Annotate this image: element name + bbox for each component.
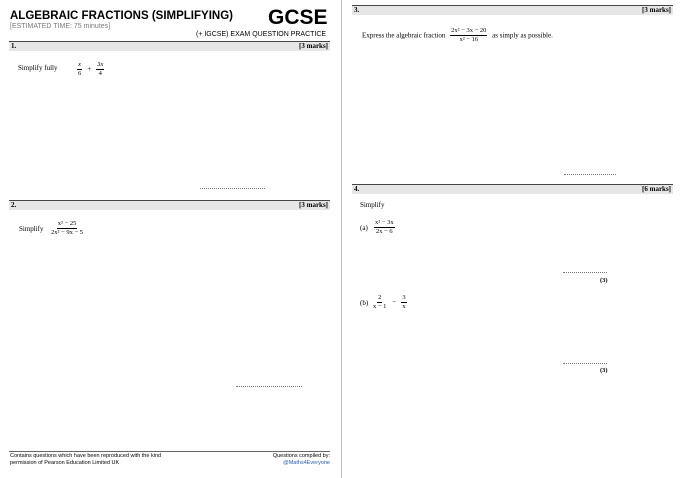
question-3-bar xyxy=(352,5,673,15)
worksheet-title: ALGEBRAIC FRACTIONS (SIMPLIFYING) xyxy=(10,10,233,22)
part-b-marks: (3) xyxy=(600,367,608,374)
question-2-expression xyxy=(50,219,84,237)
question-1-prompt: Simplify fully xyxy=(18,64,58,72)
fraction xyxy=(77,61,82,78)
footer-copyright-line-2: permission of Pearson Education Limited UK xyxy=(10,460,120,466)
question-1-expression xyxy=(77,60,104,78)
gcse-logo-text: GCSE xyxy=(268,6,328,29)
fraction xyxy=(96,61,104,78)
denominator: x − 1 xyxy=(373,302,387,310)
answer-line[interactable] xyxy=(563,272,607,273)
minus-operator: − xyxy=(392,298,397,307)
footer-author-handle[interactable]: @Maths4Everyone xyxy=(283,460,330,466)
footer-rule xyxy=(9,451,330,452)
question-2-number: 2. xyxy=(11,201,17,209)
question-1-marks: [3 marks] xyxy=(299,42,328,50)
answer-line[interactable] xyxy=(200,188,265,189)
question-2-bar xyxy=(9,200,330,210)
part-a-expression xyxy=(374,218,395,236)
answer-line[interactable] xyxy=(564,174,616,175)
question-1-bar xyxy=(9,41,330,51)
part-a-marks: (3) xyxy=(600,277,608,284)
question-3-marks: [3 marks] xyxy=(642,6,671,14)
numerator: 2 xyxy=(378,293,382,301)
numerator: x xyxy=(78,60,82,68)
estimated-time: [ESTIMATED TIME: 75 minutes] xyxy=(10,23,111,30)
footer-copyright-line-1: Contains questions which have been reproduced with the kind xyxy=(10,453,162,459)
question-3-number: 3. xyxy=(354,6,360,14)
denominator: x² − 16 xyxy=(459,36,479,43)
fraction xyxy=(372,294,387,311)
question-3-prompt-start: Express the algebraic fraction xyxy=(362,31,446,40)
question-2-prompt: Simplify xyxy=(19,225,44,233)
answer-line[interactable] xyxy=(563,363,607,364)
question-4-prompt: Simplify xyxy=(360,201,385,209)
part-b-expression xyxy=(372,293,407,311)
fraction xyxy=(50,220,84,237)
denominator: 6 xyxy=(78,69,82,77)
question-4-number: 4. xyxy=(354,185,360,193)
column-divider xyxy=(341,0,342,478)
denominator: 2x² − 9x − 5 xyxy=(51,228,84,236)
part-b-label: (b) xyxy=(360,299,369,307)
fraction xyxy=(450,27,487,44)
numerator: x² − 3x xyxy=(375,218,394,226)
question-2-marks: [3 marks] xyxy=(299,201,328,209)
numerator: 3x xyxy=(97,60,104,68)
denominator: 4 xyxy=(98,69,102,77)
numerator: 2x² − 3x − 20 xyxy=(451,27,487,34)
question-4-bar xyxy=(352,184,673,194)
fraction xyxy=(374,219,395,236)
plus-operator: + xyxy=(87,65,92,74)
practice-subtitle: (+ IGCSE) EXAM QUESTION PRACTICE xyxy=(196,31,327,38)
question-4-marks: [6 marks] xyxy=(642,185,671,193)
question-3-statement xyxy=(362,27,553,44)
answer-line[interactable] xyxy=(236,386,302,387)
fraction xyxy=(401,294,406,311)
denominator: x xyxy=(402,302,406,310)
question-1-number: 1. xyxy=(11,42,17,50)
question-3-prompt-end: as simply as possible. xyxy=(492,31,553,40)
denominator: 2x − 6 xyxy=(375,227,393,235)
numerator: 3 xyxy=(402,293,406,301)
numerator: x² − 25 xyxy=(57,219,77,227)
footer-compiled-by: Questions compiled by: xyxy=(272,453,330,459)
part-a-label: (a) xyxy=(360,224,368,232)
